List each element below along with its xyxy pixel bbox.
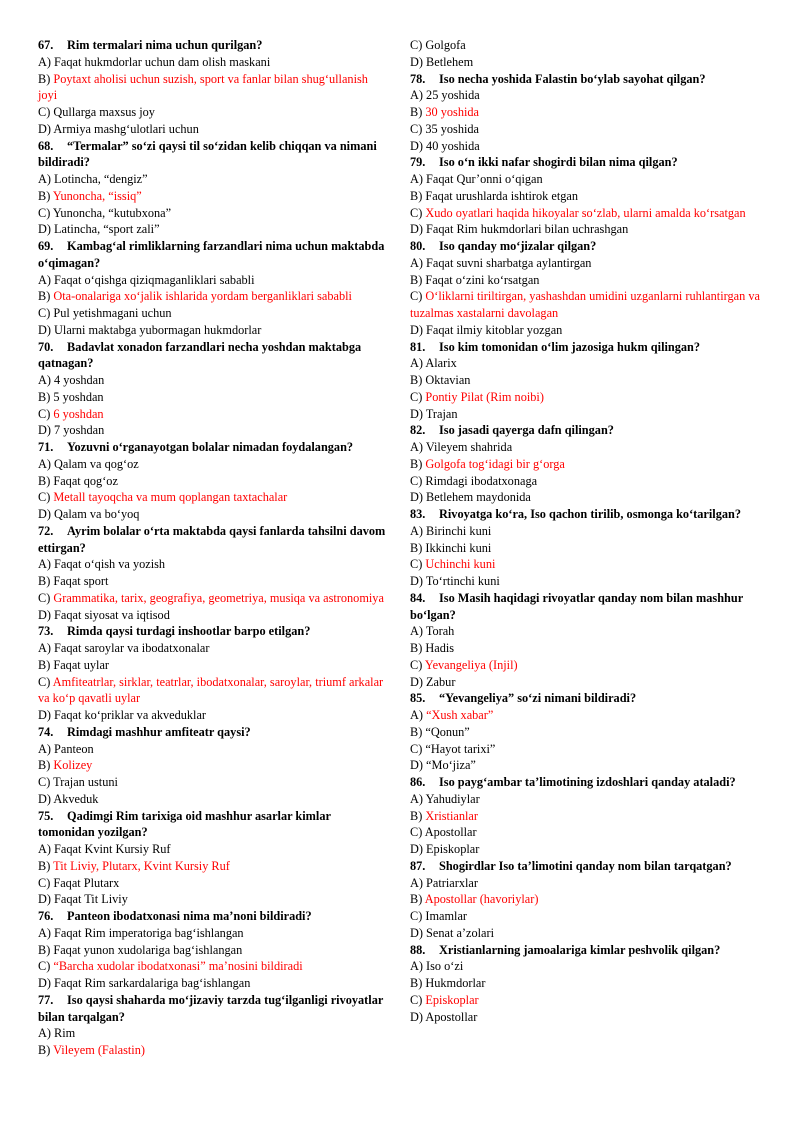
option-text: Kolizey: [53, 758, 93, 773]
question-text: Ayrim bolalar o‘rta maktabda qaysi fanlarda tahsilni davom ettirgan?: [38, 523, 386, 555]
answer-option: D) Betlehem: [410, 54, 474, 69]
option-letter: B): [38, 71, 54, 86]
question-number: 70.: [38, 339, 54, 354]
answer-option: D) Faqat Rim sarkardalariga bag‘ishlangan: [38, 976, 251, 990]
question-number: 72.: [38, 523, 54, 538]
correct-answer-option: [410, 707, 770, 724]
question-text: Xristianlarning jamoalariga kimlar peshvolik qilgan?: [439, 942, 721, 957]
correct-answer-option: [410, 556, 770, 573]
option-text: Pontiy Pilat (Rim noibi): [425, 389, 544, 404]
answer-option: C) Faqat Plutarx: [38, 875, 120, 890]
question-text: Qadimgi Rim tarixiga oid mashhur asarlar kimlar tomonidan yozilgan?: [38, 808, 331, 840]
answer-option: D) Episkoplar: [410, 842, 480, 856]
question-number: 85.: [410, 691, 426, 706]
answer-option: D) Betlehem maydonida: [410, 490, 531, 505]
question-number: 77.: [38, 992, 54, 1007]
question-number: 68.: [38, 138, 54, 153]
answer-option: B) Faqat o‘zini ko‘rsatgan: [410, 272, 540, 287]
question-text: Kambag‘al rimliklarning farzandlari nima uchun maktabda o‘qimagan?: [38, 239, 385, 270]
question-number: 74.: [38, 724, 54, 739]
answer-option: D) Faqat ko‘priklar va akveduklar: [38, 708, 206, 722]
question-number: 87.: [410, 858, 426, 873]
option-text: Grammatika, tarix, geografiya, geometriya, musiqa va astronomiya: [53, 590, 384, 605]
correct-answer-option: [410, 389, 770, 406]
answer-option: B) Hukmdorlar: [410, 976, 486, 990]
question-text: Rim termalari nima uchun qurilgan?: [67, 38, 263, 52]
option-letter: C): [410, 657, 425, 672]
answer-option: B) “Qonun”: [410, 724, 470, 739]
question-84: [410, 590, 770, 624]
question-76: [38, 908, 390, 925]
answer-option: D) Trajan: [410, 406, 458, 421]
question-number: 71.: [38, 440, 54, 454]
answer-option: A) Panteon: [38, 741, 94, 756]
answer-option: C) Trajan ustuni: [38, 775, 118, 789]
question-number: 75.: [38, 808, 54, 823]
question-72: [38, 523, 390, 557]
answer-option: D) Armiya mashg‘ulotlari uchun: [38, 121, 199, 136]
question-text: Iso qaysi shaharda mo‘jizaviy tarzda tug‘ilganligi rivoyatlar bilan tarqalgan?: [38, 992, 384, 1024]
answer-option: D) Qalam va bo‘yoq: [38, 507, 140, 521]
question-text: Iso jasadi qayerga dafn qilingan?: [439, 423, 614, 438]
answer-option: A) Patriarxlar: [410, 875, 478, 890]
answer-option: D) “Mo‘jiza”: [410, 758, 476, 773]
answer-option: D) Latincha, “sport zali”: [38, 222, 160, 237]
question-87: [410, 858, 770, 875]
question-number: 78.: [410, 71, 426, 86]
option-letter: C): [410, 557, 426, 572]
answer-option: D) Faqat Rim hukmdorlari bilan uchrashgan: [410, 222, 629, 237]
question-74: [38, 724, 390, 741]
option-text: Apostollar (havoriylar): [424, 892, 539, 907]
right-column: [410, 37, 770, 1025]
answer-option: D) Faqat siyosat va iqtisod: [38, 607, 170, 622]
question-85: [410, 690, 770, 707]
answer-option: C) Qullarga maxsus joy: [38, 105, 155, 119]
option-letter: C): [410, 992, 426, 1007]
answer-option: C) 35 yoshida: [410, 121, 479, 136]
question-number: 79.: [410, 155, 426, 170]
correct-answer-option: [38, 489, 390, 506]
question-number: 86.: [410, 775, 426, 789]
question-text: “Termalar” so‘zi qaysi til so‘zidan kelib chiqqan va nimani bildiradi?: [38, 138, 377, 170]
answer-option: C) Apostollar: [410, 825, 477, 840]
question-81: [410, 339, 770, 356]
correct-answer-option: [38, 406, 390, 423]
answer-option: C) Rimdagi ibodatxonaga: [410, 473, 538, 488]
answer-option: A) Faqat o‘qish va yozish: [38, 557, 166, 572]
answer-option: A) Lotincha, “dengiz”: [38, 172, 148, 186]
answer-option: D) Akveduk: [38, 791, 99, 806]
option-text: “Xush xabar”: [426, 708, 494, 722]
correct-answer-option: [410, 992, 770, 1009]
correct-answer-option: [410, 891, 770, 908]
question-number: 69.: [38, 239, 54, 253]
option-text: Yunoncha, “issiq”: [52, 188, 142, 203]
answer-option: D) Zabur: [410, 674, 456, 689]
option-text: O‘liklarni tiriltirgan, yashashdan umidini uzganlarni ruhlantirgan va tuzalmas xastalarni davolagan: [410, 289, 760, 320]
question-73: [38, 623, 390, 640]
question-86: [410, 774, 770, 791]
option-text: 30 yoshida: [425, 105, 479, 119]
correct-answer-option: [410, 288, 770, 322]
answer-option: C) Yunoncha, “kutubxona”: [38, 205, 172, 220]
question-69: [38, 238, 390, 272]
answer-option: A) Rim: [38, 1026, 76, 1041]
question-number: 80.: [410, 239, 426, 253]
question-70: [38, 339, 390, 373]
question-text: Iso necha yoshida Falastin bo‘ylab sayohat qilgan?: [439, 71, 706, 86]
answer-option: C) Pul yetishmagani uchun: [38, 306, 172, 320]
option-text: Xudo oyatlari haqida hikoyalar so‘zlab, ularni amalda ko‘rsatgan: [425, 205, 746, 220]
question-text: Yozuvni o‘rganayotgan bolalar nimadan foydalangan?: [67, 440, 354, 454]
question-text: Iso kim tomonidan o‘lim jazosiga hukm qilingan?: [439, 339, 701, 354]
question-77: [38, 992, 390, 1026]
question-78: [410, 71, 770, 88]
question-number: 84.: [410, 590, 426, 605]
left-column: [38, 37, 390, 1059]
option-text: Ota-onalariga xo‘jalik ishlarida yordam berganliklari sababli: [53, 289, 352, 304]
answer-option: A) Faqat Qur’onni o‘qigan: [410, 172, 543, 186]
question-82: [410, 422, 770, 439]
correct-answer-option: [38, 188, 390, 205]
answer-option: A) Yahudiylar: [410, 791, 480, 806]
option-letter: C): [38, 490, 54, 505]
question-text: “Yevangeliya” so‘zi nimani bildiradi?: [439, 691, 637, 706]
option-text: Metall tayoqcha va mum qoplangan taxtachalar: [53, 490, 288, 505]
question-text: Iso payg‘ambar ta’limotining izdoshlari qanday ataladi?: [439, 775, 736, 789]
correct-answer-option: [38, 71, 390, 105]
option-letter: C): [410, 389, 426, 404]
answer-option: D) Ularni maktabga yubormagan hukmdorlar: [38, 322, 262, 337]
option-text: Vileyem (Falastin): [53, 1043, 145, 1057]
option-text: Amfiteatrlar, sirklar, teatrlar, ibodatxonalar, saroylar, triumf arkalar va ko‘p qavatli uylar: [38, 674, 384, 706]
question-71: [38, 439, 390, 456]
answer-option: A) Qalam va qog‘oz: [38, 456, 139, 471]
answer-option: B) Faqat yunon xudolariga bag‘ishlangan: [38, 942, 243, 957]
answer-option: A) 25 yoshida: [410, 88, 480, 103]
option-letter: B): [410, 808, 426, 823]
answer-option: A) Faqat hukmdorlar uchun dam olish maskani: [38, 54, 271, 69]
answer-option: A) Faqat Kvint Kursiy Ruf: [38, 842, 171, 856]
answer-option: A) Faqat o‘qishga qiziqmaganliklari sababli: [38, 272, 255, 287]
answer-option: B) Faqat sport: [38, 574, 109, 588]
question-text: Iso Masih haqidagi rivoyatlar qanday nom bilan mashhur bo‘lgan?: [410, 590, 743, 622]
correct-answer-option: [38, 288, 390, 305]
question-80: [410, 238, 770, 255]
answer-option: A) 4 yoshdan: [38, 373, 105, 387]
answer-option: D) Apostollar: [410, 1009, 478, 1024]
answer-option: B) Faqat uylar: [38, 657, 110, 672]
option-text: Yevangeliya (Injil): [424, 657, 518, 672]
option-letter: B): [410, 892, 425, 907]
option-text: “Barcha xudolar ibodatxonasi” ma’nosini bildiradi: [53, 959, 303, 974]
option-letter: C): [38, 674, 53, 689]
option-text: Tit Liviy, Plutarx, Kvint Kursiy Ruf: [53, 858, 230, 873]
answer-option: A) Torah: [410, 624, 455, 639]
correct-answer-option: [410, 808, 770, 825]
correct-answer-option: [38, 757, 390, 774]
answer-option: C) Imamlar: [410, 909, 468, 923]
answer-option: D) 7 yoshdan: [38, 423, 105, 438]
question-75: [38, 808, 390, 842]
option-letter: B): [38, 188, 53, 203]
question-number: 81.: [410, 339, 426, 354]
answer-option: B) Ikkinchi kuni: [410, 540, 492, 555]
correct-answer-option: [38, 958, 390, 975]
question-text: Iso o‘n ikki nafar shogirdi bilan nima qilgan?: [439, 155, 678, 170]
correct-answer-option: [410, 456, 770, 473]
question-text: Badavlat xonadon farzandlari necha yoshdan maktabga qatnagan?: [38, 339, 362, 371]
correct-answer-option: [38, 590, 390, 607]
question-text: Shogirdlar Iso ta’limotini qanday nom bilan tarqatgan?: [439, 858, 732, 873]
option-letter: B): [38, 289, 54, 304]
option-text: Poytaxt aholisi uchun suzish, sport va fanlar bilan shug‘ullanish joyi: [38, 71, 368, 103]
option-letter: B): [410, 456, 426, 471]
question-number: 83.: [410, 507, 426, 521]
question-text: Iso qanday mo‘jizalar qilgan?: [439, 239, 597, 253]
correct-answer-option: [38, 1042, 390, 1059]
correct-answer-option: [38, 674, 390, 708]
answer-option: A) Vileyem shahrida: [410, 440, 513, 454]
correct-answer-option: [38, 858, 390, 875]
answer-option: D) To‘rtinchi kuni: [410, 574, 500, 588]
question-number: 76.: [38, 909, 54, 923]
question-text: Panteon ibodatxonasi nima ma’noni bildiradi?: [67, 909, 312, 923]
option-letter: C): [410, 205, 426, 220]
question-text: Rivoyatga ko‘ra, Iso qachon tirilib, osmonga ko‘tarilgan?: [439, 507, 741, 521]
option-text: Episkoplar: [425, 992, 479, 1007]
option-text: 6 yoshdan: [53, 406, 104, 421]
answer-option: A) Birinchi kuni: [410, 523, 492, 538]
answer-option: C) Golgofa: [410, 38, 466, 52]
question-number: 82.: [410, 423, 426, 438]
answer-option: D) 40 yoshida: [410, 138, 480, 153]
answer-option: A) Faqat Rim imperatoriga bag‘ishlangan: [38, 925, 244, 940]
answer-option: D) Faqat ilmiy kitoblar yozgan: [410, 322, 563, 337]
answer-option: B) 5 yoshdan: [38, 389, 104, 404]
question-79: [410, 154, 770, 171]
option-letter: C): [38, 406, 54, 421]
option-letter: B): [38, 758, 54, 773]
question-text: Rimdagi mashhur amfiteatr qaysi?: [67, 724, 251, 739]
question-88: [410, 942, 770, 959]
answer-option: B) Hadis: [410, 641, 455, 655]
answer-option: A) Faqat suvni sharbatga aylantirgan: [410, 255, 592, 270]
option-text: Xristianlar: [425, 808, 478, 823]
question-68: [38, 138, 390, 172]
question-number: 67.: [38, 38, 54, 52]
question-67: [38, 37, 390, 54]
correct-answer-option: [410, 205, 770, 222]
answer-option: A) Faqat saroylar va ibodatxonalar: [38, 641, 210, 655]
answer-option: C) “Hayot tarixi”: [410, 741, 496, 756]
correct-answer-option: [410, 657, 770, 674]
option-text: Uchinchi kuni: [425, 557, 496, 572]
correct-answer-option: [410, 104, 770, 121]
question-number: 88.: [410, 942, 426, 957]
option-text: Golgofa tog‘idagi bir g‘orga: [425, 456, 565, 471]
option-letter: B): [410, 105, 426, 119]
option-letter: C): [410, 289, 426, 304]
option-letter: C): [38, 959, 54, 974]
question-83: [410, 506, 770, 523]
answer-option: B) Faqat urushlarda ishtirok etgan: [410, 188, 579, 203]
option-letter: B): [38, 858, 54, 873]
answer-option: A) Alarix: [410, 356, 457, 371]
option-letter: B): [38, 1043, 54, 1057]
question-text: Rimda qaysi turdagi inshootlar barpo etilgan?: [67, 624, 311, 639]
question-number: 73.: [38, 624, 54, 639]
answer-option: D) Faqat Tit Liviy: [38, 892, 128, 907]
answer-option: B) Faqat qog‘oz: [38, 473, 118, 488]
answer-option: A) Iso o‘zi: [410, 959, 464, 974]
answer-option: D) Senat a’zolari: [410, 925, 494, 940]
answer-option: B) Oktavian: [410, 373, 471, 387]
option-letter: C): [38, 590, 54, 605]
option-letter: A): [410, 708, 427, 722]
